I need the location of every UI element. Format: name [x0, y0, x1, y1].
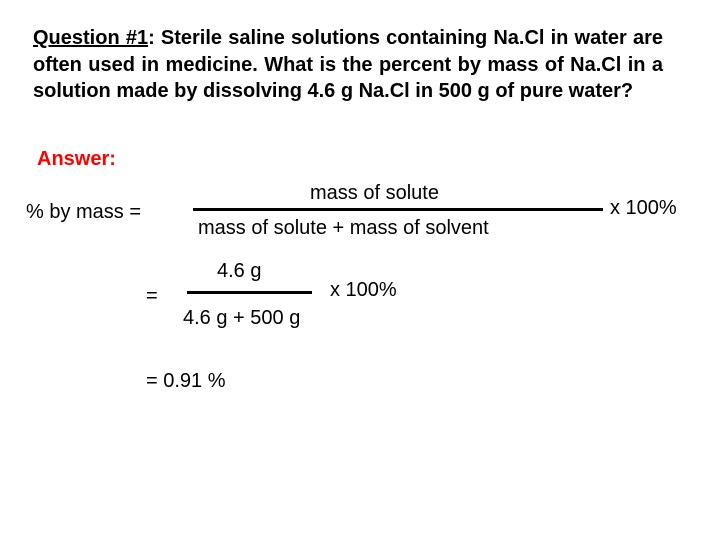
substitution-numerator: 4.6 g	[217, 260, 262, 282]
formula-lhs: % by mass =	[26, 201, 142, 223]
substitution-multiplier: x 100%	[330, 279, 397, 301]
question-text	[33, 25, 663, 105]
formula-numerator: mass of solute	[310, 182, 439, 204]
substitution-equals: =	[146, 285, 158, 307]
formula-multiplier: x 100%	[610, 197, 677, 219]
question-colon: :	[148, 27, 155, 49]
substitution-fraction-bar	[187, 291, 312, 294]
substitution-denominator: 4.6 g + 500 g	[183, 307, 301, 329]
answer-label: Answer:	[37, 148, 116, 170]
formula-denominator: mass of solute + mass of solvent	[198, 217, 489, 239]
question-label: Question #1	[33, 27, 149, 49]
result: = 0.91 %	[146, 370, 226, 392]
formula-fraction-bar	[193, 208, 603, 211]
question-body: Sterile saline solutions containing Na.Cl in water are often used in medicine. What is the percent by mass of Na.Cl in a solution made by dissolving 4.6 g Na.Cl in 500 g of pure water?	[33, 27, 663, 103]
